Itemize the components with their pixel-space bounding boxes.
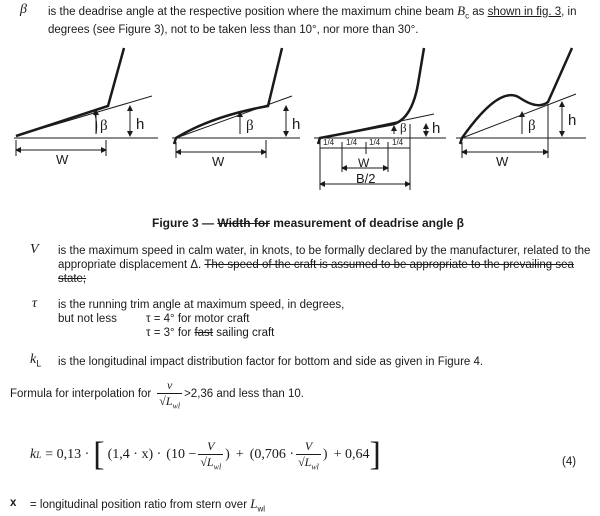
- d1-deadrise-line: [16, 96, 152, 136]
- formula-tail: + 0,64: [333, 447, 370, 462]
- d3-halfb-label: B/2: [356, 171, 376, 186]
- d3-hull: [318, 48, 424, 144]
- beta-line1-mid: as: [469, 6, 488, 18]
- kl-symbol: [30, 352, 41, 368]
- formula-t3-pre: (0,706 ·: [249, 447, 295, 462]
- kl-sub: L: [36, 358, 42, 369]
- x-text-pre: = longitudinal position ratio from stern over: [30, 499, 251, 511]
- frac2-den-sub: wl: [311, 462, 319, 472]
- v-symbol: V: [30, 242, 39, 257]
- d1-beta-label: β: [100, 118, 108, 134]
- interp-den: [157, 394, 182, 410]
- formula-frac-1: [198, 439, 223, 471]
- tau-line1: is the running trim angle at maximum speed, in degrees,: [58, 299, 345, 311]
- caption-post: measurement of deadrise angle β: [269, 216, 464, 230]
- v-line1: is the maximum speed in calm water, in knots, to be formally declared by the manufacturer, related to the: [58, 245, 591, 257]
- interp-line: [10, 378, 304, 410]
- tau-symbol: τ: [32, 296, 38, 311]
- d2-w-label: W: [212, 154, 225, 169]
- x-definition: [30, 497, 265, 516]
- formula-lhs: k: [30, 447, 37, 462]
- x-l-symbol: L: [250, 496, 258, 511]
- tau-sailing: [146, 326, 274, 340]
- v-line2-pre: appropriate displacement Δ.: [58, 259, 205, 271]
- d2-deadrise-line: [176, 96, 292, 138]
- formula-plus: +: [235, 447, 244, 462]
- d2-beta-label: β: [246, 118, 254, 134]
- d4-beta-label: β: [528, 118, 536, 134]
- beta-line1-post: , in: [561, 6, 577, 18]
- formula-bracket-open: [: [93, 436, 105, 473]
- x-l-sub: wl: [257, 504, 266, 514]
- d3-beta-label: β: [400, 120, 407, 135]
- formula-t2-pre: (10 −: [166, 447, 197, 462]
- tau-motor: τ = 4° for motor craft: [146, 313, 250, 325]
- interp-pre: Formula for interpolation for: [10, 388, 152, 401]
- v-line2-strike: The speed of the craft is assumed to be appropriate to the prevailing sea: [204, 259, 574, 271]
- d3-quarter-2: 1/4: [346, 138, 358, 147]
- frac2-num: V: [296, 439, 321, 455]
- formula-frac-2: [296, 439, 321, 471]
- b-sub: c: [465, 11, 470, 21]
- d1-w-label: W: [56, 152, 69, 167]
- caption-strike: Width for: [217, 216, 270, 230]
- tau-sailing-post: sailing craft: [213, 327, 275, 339]
- d1-h-label: h: [136, 116, 145, 133]
- frac2-den: [296, 455, 321, 471]
- frac1-den: [198, 455, 223, 471]
- x-symbol: x: [10, 497, 17, 509]
- d3-deadrise-line: [320, 114, 434, 138]
- interp-den-l: √L: [159, 394, 173, 408]
- formula-t1: (1,4 · x) ·: [107, 447, 162, 462]
- formula-t3-post: ): [322, 447, 328, 462]
- d4-h-label: h: [568, 112, 577, 129]
- caption-pre: Figure 3 —: [152, 216, 218, 230]
- formula-eq: = 0,13 ·: [45, 447, 90, 462]
- formula-t2-post: ): [225, 447, 230, 462]
- interp-den-sub: wl: [172, 401, 181, 411]
- d1-hull: [16, 48, 124, 136]
- v-definition: [58, 244, 598, 286]
- d3-quarter-4: 1/4: [392, 138, 404, 147]
- d3-quarter-1: 1/4: [323, 138, 335, 147]
- d4-w-label: W: [496, 154, 509, 169]
- beta-line2: degrees (see Figure 3), not to be taken less than 10°, nor more than 30°.: [48, 24, 419, 37]
- formula-bracket-close: ]: [369, 436, 381, 473]
- figure-caption: [152, 216, 464, 230]
- frac1-den-sub: wl: [213, 462, 222, 472]
- d3-quarter-3: 1/4: [369, 138, 381, 147]
- tau-sailing-pre: τ = 3° for: [146, 327, 195, 339]
- b-symbol: B: [457, 3, 466, 18]
- tau-but-not-less: but not less: [58, 313, 117, 325]
- beta-definition: [48, 4, 596, 37]
- v-line3-strike: state;: [58, 273, 87, 285]
- d4-hull: [460, 48, 572, 144]
- frac1-num: V: [198, 439, 223, 455]
- tau-sailing-strike: fast: [194, 327, 214, 339]
- beta-symbol: β: [20, 2, 27, 17]
- formula-4: [30, 438, 381, 472]
- d2-hull: [174, 48, 282, 144]
- frac2-den-l: √L: [298, 454, 312, 469]
- interp-post: >2,36 and less than 10.: [184, 388, 304, 401]
- d3-w-label: W: [358, 156, 370, 170]
- kl-k: k: [30, 352, 37, 367]
- interp-num: v: [157, 378, 182, 394]
- frac1-den-l: √L: [200, 454, 214, 469]
- formula-number: (4): [562, 456, 577, 468]
- kl-definition: is the longitudinal impact distribution factor for bottom and side as given in Figure 4.: [58, 356, 484, 368]
- d2-h-label: h: [292, 116, 301, 133]
- formula-lhs-sub: L: [36, 450, 42, 460]
- interp-fraction: [157, 378, 182, 410]
- d3-h-label: h: [432, 120, 441, 137]
- tau-definition: [58, 298, 578, 312]
- fig3-link[interactable]: shown in fig. 3: [487, 6, 562, 18]
- beta-line1-pre: is the deadrise angle at the respective position where the maximum chine beam: [48, 6, 458, 18]
